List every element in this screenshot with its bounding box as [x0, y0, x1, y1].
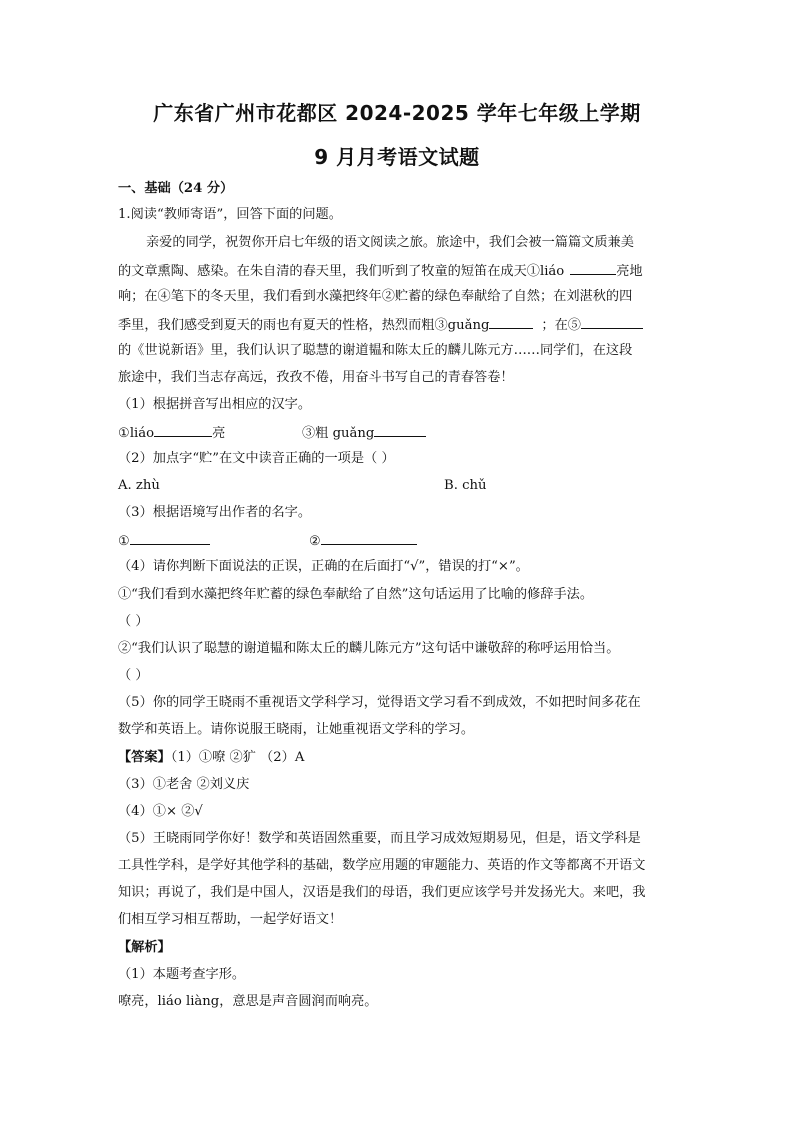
option-b[interactable]: B. chǔ: [444, 478, 487, 493]
sub5-line-1: （5）你的同学王晓雨不重视语文学科学习，觉得语文学习看不到成效，不如把时间多花在: [118, 695, 641, 710]
fill-blank-3[interactable]: [489, 315, 533, 329]
passage-line-4: [118, 315, 678, 335]
analysis-line-2: 嘹亮，liáo liàng，意思是声音圆润而响亮。: [118, 994, 378, 1009]
sub-question-2: （2）加点字“贮”在文中读音正确的一项是（ ）: [118, 451, 395, 466]
passage-line-1: 亲爱的同学，祝贺你开启七年级的语文阅读之旅。旅途中，我们会被一篇篇文质兼美: [146, 235, 634, 250]
sub3-item-a: ①: [118, 534, 130, 549]
answer-essay-3: 知识；再说了，我们是中国人，汉语是我们的母语，我们更应该学号并发扬光大。来吧，我: [118, 885, 646, 900]
passage-line-3: 响；在④笔下的冬天里，我们看到水藻把终年②贮蓄的绿色奉献给了自然；在刘湛秋的四: [118, 289, 633, 304]
sub5-line-2: 数学和英语上。请你说服王晓雨，让她重视语文学科的学习。: [118, 722, 475, 737]
section-heading: 一、基础（24 分）: [118, 181, 234, 196]
sub1-item-a-suffix: 亮: [212, 426, 226, 441]
sub1-blank-b[interactable]: [374, 423, 426, 437]
passage-text: 亮地: [616, 264, 643, 279]
sub4-statement-2: ②“我们认识了聪慧的谢道韫和陈太丘的麟儿陈元方”这句话中谦敬辞的称呼运用恰当。: [118, 641, 620, 656]
passage-text: ；在⑤: [541, 318, 581, 333]
question-intro: 1.阅读“教师寄语”，回答下面的问题。: [118, 207, 342, 222]
answer-essay-1: （5）王晓雨同学你好！数学和英语固然重要，而且学习成效短期易见，但是，语文学科是: [118, 831, 641, 846]
sub3-answer-a: [118, 531, 268, 551]
sub4-answer-paren-2[interactable]: （ ）: [118, 668, 149, 683]
fill-blank-5[interactable]: [581, 315, 643, 329]
sub4-answer-paren-1[interactable]: （ ）: [118, 614, 149, 629]
sub1-item-b-prefix: ③粗 guǎng: [302, 426, 375, 441]
passage-line-6: 旅途中，我们当志存高远，孜孜不倦，用奋斗书写自己的青春答卷！: [118, 370, 514, 385]
answer-line-2: （3）①老舍 ②刘义庆: [118, 777, 250, 792]
sub-question-4: （4）请你判断下面说法的正误，正确的在后面打“√”，错误的打“×”。: [118, 559, 529, 574]
sub1-item-a-prefix: ①liáo: [118, 426, 155, 441]
passage-line-5: 的《世说新语》里，我们认识了聪慧的谢道韫和陈太丘的麟儿陈元方……同学们，在这段: [118, 343, 633, 358]
sub3-answer-b: [309, 531, 459, 551]
answer-line-1: [118, 749, 678, 767]
answer-text: （1）①嘹 ②犷 （2）A: [170, 750, 305, 765]
passage-text: 季里，我们感受到夏天的雨也有夏天的性格，热烈而粗③guǎng: [118, 318, 490, 333]
sub-question-1: （1）根据拼音写出相应的汉字。: [118, 397, 312, 412]
sub3-blank-a[interactable]: [130, 531, 210, 545]
analysis-label: 【解析】: [118, 940, 171, 955]
answer-essay-2: 工具性学科，是学好其他学科的基础，数学应用题的审题能力、英语的作文等都离不开语文: [118, 858, 646, 873]
sub1-answer-b: [302, 423, 602, 443]
sub-question-3: （3）根据语境写出作者的名字。: [118, 505, 312, 520]
page-subtitle: 9 月月考语文试题: [314, 145, 480, 169]
sub1-blank-a[interactable]: [154, 423, 212, 437]
fill-blank-1[interactable]: [570, 261, 616, 275]
analysis-line-1: （1）本题考查字形。: [118, 967, 246, 982]
answer-label: 【答案】: [118, 750, 171, 765]
sub4-statement-1: ①“我们看到水藻把终年贮蓄的绿色奉献给了自然”这句话运用了比喻的修辞手法。: [118, 587, 594, 602]
answer-essay-4: 们相互学习相互帮助，一起学好语文！: [118, 912, 343, 927]
passage-line-2: [118, 261, 678, 281]
sub3-blank-b[interactable]: [321, 531, 417, 545]
sub3-item-b: ②: [309, 534, 321, 549]
page-title: 广东省广州市花都区 2024-2025 学年七年级上学期: [153, 101, 641, 125]
passage-text: 的文章熏陶、感染。在朱自清的春天里，我们听到了牧童的短笛在成天①liáo: [118, 264, 565, 279]
answer-line-3: （4）①× ②√: [118, 804, 203, 819]
option-a[interactable]: A. zhù: [118, 478, 160, 493]
